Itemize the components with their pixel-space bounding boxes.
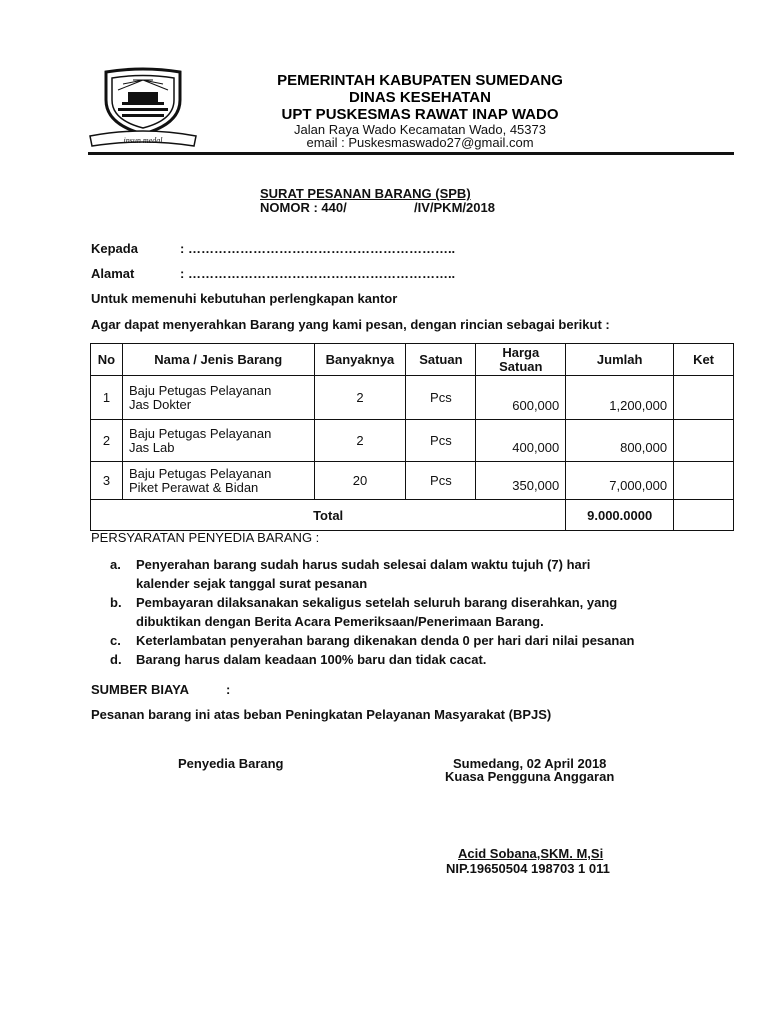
list-item: b. Pembayaran dilaksanakan sekaligus setelah seluruh barang diserahkan, yang dibuktikan dengan Berita Acara Pemeriksaan/Penerimaan Barang. [110, 595, 618, 629]
cell-ket [674, 376, 734, 420]
total-ket [674, 500, 734, 531]
document-number-label: NOMOR : 440/ [260, 200, 347, 215]
cell-ket [674, 462, 734, 500]
cell-ket [674, 420, 734, 462]
cell-unit: Pcs [406, 376, 476, 420]
cell-unit: Pcs [406, 462, 476, 500]
list-item: a. Penyerahan barang sudah harus sudah selesai dalam waktu tujuh (7) hari kalender sejak tanggal surat pesanan [110, 557, 591, 591]
total-value: 9.000.0000 [566, 500, 674, 531]
list-item: d. Barang harus dalam keadaan 100% baru dan tidak cacat. [110, 652, 487, 667]
letterhead-address: Jalan Raya Wado Kecamatan Wado, 45373 [294, 122, 546, 137]
cell-no: 1 [91, 376, 123, 420]
letterhead-institution: UPT PUSKESMAS RAWAT INAP WADO [281, 106, 559, 123]
col-header-qty: Banyaknya [314, 344, 406, 376]
col-header-name: Nama / Jenis Barang [122, 344, 314, 376]
cell-price: 600,000 [476, 376, 566, 420]
cell-qty: 2 [314, 420, 406, 462]
letterhead-government: PEMERINTAH KABUPATEN SUMEDANG [277, 72, 563, 89]
col-header-unit: Satuan [406, 344, 476, 376]
cell-qty: 2 [314, 376, 406, 420]
intro-line-1: Untuk memenuhi kebutuhan perlengkapan kantor [91, 291, 398, 306]
cell-price: 400,000 [476, 420, 566, 462]
intro-line-2: Agar dapat menyerahkan Barang yang kami pesan, dengan rincian sebagai berikut : [91, 317, 610, 332]
cell-total: 800,000 [566, 420, 674, 462]
place-date: Sumedang, 02 April 2018 [453, 756, 607, 771]
col-header-price: Harga Satuan [476, 344, 566, 376]
letterhead-department: DINAS KESEHATAN [349, 89, 491, 106]
list-item: c. Keterlambatan penyerahan barang dikenakan denda 0 per hari dari nilai pesanan [110, 633, 635, 648]
table-header-row [91, 344, 734, 376]
cell-unit: Pcs [406, 420, 476, 462]
cell-name: Baju Petugas Pelayanan Piket Perawat & Bidan [122, 462, 314, 500]
items-table [90, 343, 734, 531]
document-title: SURAT PESANAN BARANG (SPB) [260, 186, 471, 201]
table-row [91, 462, 734, 500]
cell-price: 350,000 [476, 462, 566, 500]
funding-text: Pesanan barang ini atas beban Peningkatan Pelayanan Masyarakat (BPJS) [91, 707, 552, 722]
funding-label: SUMBER BIAYA [91, 682, 190, 697]
regency-logo [88, 66, 198, 148]
signatory-nip: NIP.19650504 198703 1 011 [446, 861, 610, 876]
alamat-value: : …………………………………………………….. [180, 266, 456, 281]
cell-qty: 20 [314, 462, 406, 500]
cell-total: 1,200,000 [566, 376, 674, 420]
signatory-role: Kuasa Pengguna Anggaran [445, 769, 615, 784]
col-header-total: Jumlah [566, 344, 674, 376]
cell-total: 7,000,000 [566, 462, 674, 500]
col-header-no: No [91, 344, 123, 376]
document-number-suffix: /IV/PKM/2018 [414, 200, 495, 215]
table-row [91, 420, 734, 462]
kepada-label: Kepada [91, 241, 138, 256]
signatory-name: Acid Sobana,SKM. M,Si [458, 846, 604, 861]
cell-no: 3 [91, 462, 123, 500]
letterhead-email: email : Puskesmaswado27@gmail.com [306, 135, 534, 150]
letterhead-divider [88, 152, 734, 155]
cell-no: 2 [91, 420, 123, 462]
table-row [91, 376, 734, 420]
kepada-value: : …………………………………………………….. [180, 241, 456, 256]
table-total-row [91, 500, 734, 531]
supplier-title: Penyedia Barang [178, 756, 284, 771]
requirements-list [110, 555, 670, 669]
svg-text:insun medal: insun medal [123, 136, 163, 145]
funding-colon: : [226, 682, 231, 697]
alamat-label: Alamat [91, 266, 135, 281]
cell-name: Baju Petugas Pelayanan Jas Lab [122, 420, 314, 462]
total-label: Total [91, 500, 566, 531]
cell-name: Baju Petugas Pelayanan Jas Dokter [122, 376, 314, 420]
col-header-ket: Ket [674, 344, 734, 376]
requirements-heading: PERSYARATAN PENYEDIA BARANG : [91, 530, 320, 545]
